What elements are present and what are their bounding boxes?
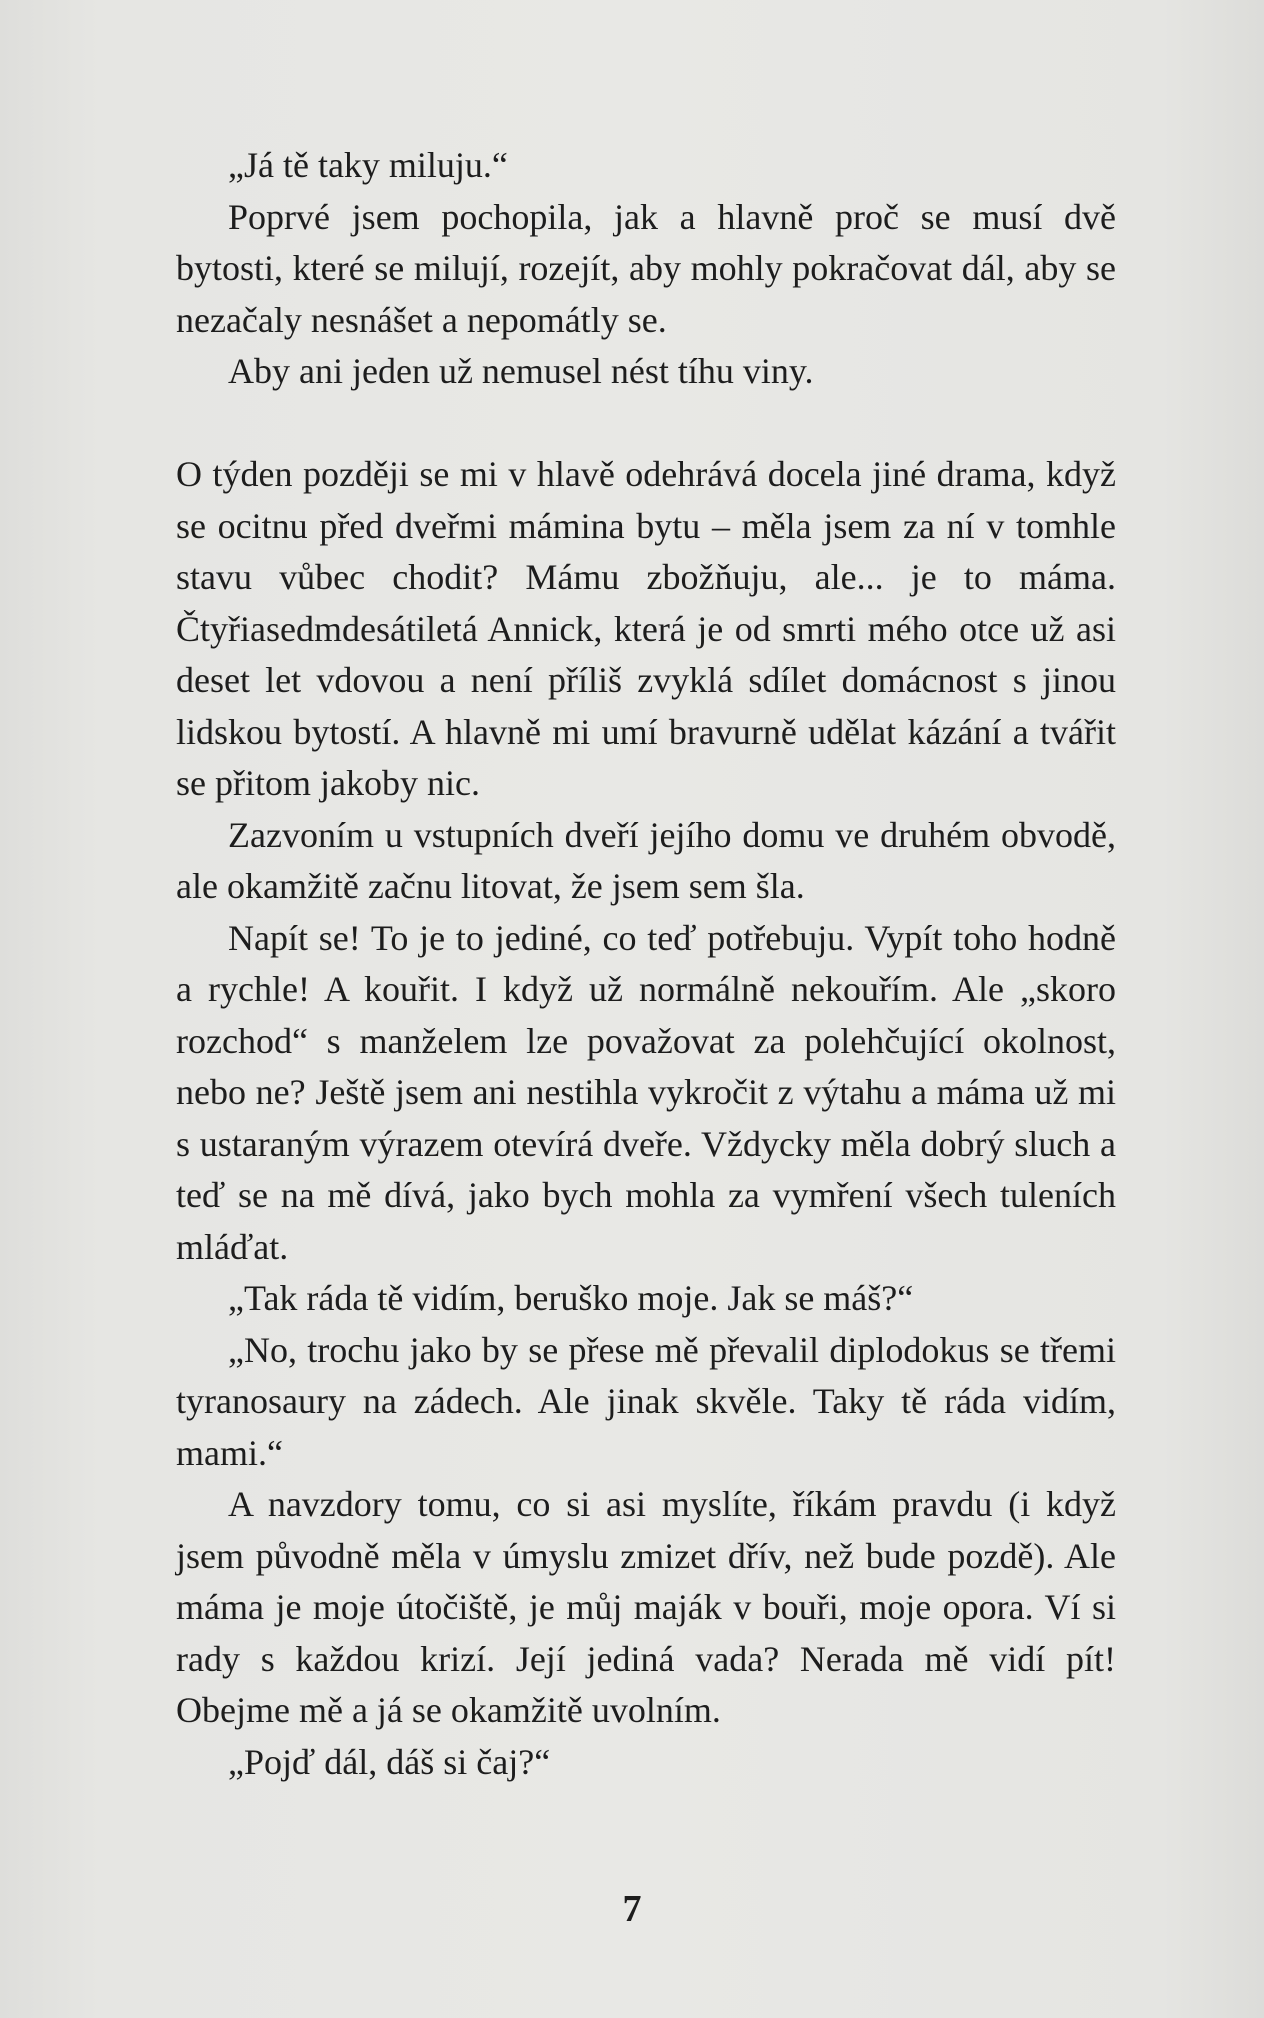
paragraph: „Tak ráda tě vidím, beruško moje. Jak se máš?“ (228, 1278, 914, 1318)
paragraph: „Já tě taky miluju.“ (228, 145, 508, 185)
paragraph: „No, trochu jako by se přese mě převalil diplodokus se třemi tyranosaury na zádech. Ale jinak skvěle. Taky tě ráda vidím, mami.“ (176, 1329, 1116, 1473)
paragraph: Napít se! To je to jediné, co teď potřebuju. Vypít toho hodně a rychle! A kouřit. I když už normálně nekouřím. Ale „skoro rozchod“ s manželem lze považovat za polehčující okolnost, nebo ne? Ještě jsem ani nestihla vykročit z výtahu a máma už mi s ustaraným výrazem otevírá dveře. Vždycky měla dobrý sluch a teď se na mě dívá, jako bych mohla za vymření všech tuleních mláďat. (176, 917, 1116, 1267)
paragraph: O týden později se mi v hlavě odehrává docela jiné drama, když se ocitnu před dveřmi mámina bytu – měla jsem za ní v tomhle stavu vůbec chodit? Mámu zbožňuju, ale... je to máma. Čtyřiasedmdesátiletá Annick, která je od smrti mého otce už asi deset let vdovou a není příliš zvyklá sdílet domácnost s jinou lidskou bytostí. A hlavně mi umí bravurně udělat kázání a tvářit se přitom jakoby nic. (176, 454, 1116, 803)
page-number: 7 (622, 1888, 642, 1930)
paragraph: Zazvoním u vstupních dveří jejího domu ve druhém obvodě, ale okamžitě začnu litovat, že jsem sem šla. (176, 814, 1116, 906)
paragraph: Aby ani jeden už nemusel nést tíhu viny. (228, 351, 814, 391)
section-break (176, 398, 1116, 450)
paragraph: „Pojď dál, dáš si čaj?“ (228, 1741, 551, 1782)
paragraph: Poprvé jsem pochopila, jak a hlavně proč se musí dvě bytosti, které se milují, rozejít, aby mohly pokračovat dál, aby se nezačaly nesnášet a nepomátly se. (176, 196, 1116, 340)
paragraph: A navzdory tomu, co si asi myslíte, říkám pravdu (i když jsem původně měla v úmyslu zmizet dřív, než bude pozdě). Ale máma je moje útočiště, je můj maják v bouři, moje opora. Ví si rady s každou krizí. Její jediná vada? Nerada mě vidí pít! Obejme mě a já se okamžitě uvolním. (176, 1484, 1116, 1730)
body-text (176, 140, 1116, 1788)
